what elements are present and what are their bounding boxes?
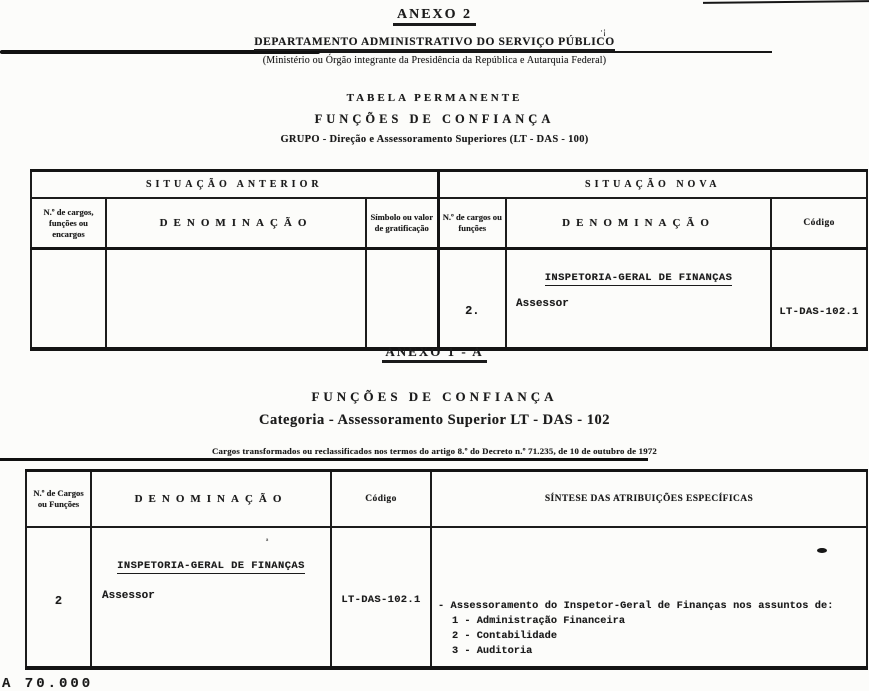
categoria-line: Categoria - Assessoramento Superior LT - DAS - 102 [259, 412, 610, 428]
grupo-line [0, 134, 869, 145]
col-header-num-cargos-nova: N.º de cargos ou funções [438, 198, 506, 249]
scan-artifact-speck: ª [266, 537, 269, 546]
sintese-intro: - Assessoramento do Inspetor-Geral de Finanças nos assuntos de: [438, 600, 834, 612]
situacao-anterior-header: SITUAÇÃO ANTERIOR [31, 171, 438, 199]
col-header-simbolo: Símbolo ou valor de gratificação [366, 198, 438, 249]
cell-anterior-denominacao-empty [106, 249, 366, 350]
scan-artifact-line [703, 0, 869, 4]
denominacao-value: Assessor [516, 298, 569, 310]
grupo-line-text: GRUPO - Direção e Assessoramento Superiores (LT - DAS - 100) [280, 134, 589, 145]
orgao-title-text: INSPETORIA-GERAL DE FINANÇAS [544, 272, 733, 284]
cell-nova-num-cargos [438, 249, 506, 350]
table1-data-row [31, 249, 867, 350]
sintese-item-1: 1 - Administração Financeira [452, 615, 626, 627]
scan-artifact-smudge: ·¡ [600, 26, 606, 36]
department-subtitle: (Ministério ou Órgão integrante da Presidência da República e Autarquia Federal) [262, 55, 607, 66]
funcoes-de-confianca-heading-2: FUNÇÕES DE CONFIANÇA [311, 389, 558, 404]
col-header-num-cargos-anterior: N.º de cargos, funções ou encargos [31, 198, 106, 249]
department-title [0, 36, 869, 48]
anexo-1a-title [0, 344, 869, 360]
orgao-title-2 [92, 560, 330, 572]
cell-anterior-simbolo-empty [366, 249, 438, 350]
codigo-value: LT-DAS-102.1 [779, 306, 859, 318]
table1-band-row [31, 171, 867, 199]
denominacao-value-2: Assessor [102, 590, 155, 602]
tabela-permanente-table [30, 169, 868, 351]
col-header-denominacao-anterior: DENOMINAÇÃO [106, 198, 366, 249]
orgao-title [507, 272, 770, 284]
sintese-item-3: 3 - Auditoria [452, 645, 533, 657]
num-cargos-value-2: 2 [54, 594, 63, 608]
bottom-edge-text-fragment: A 70.000 [2, 676, 94, 691]
cell-anterior-num-empty [31, 249, 106, 350]
cell-denominacao [91, 527, 331, 668]
categoria-table [25, 469, 868, 670]
cell-num-cargos [26, 527, 91, 668]
col-header-denominacao: DENOMINAÇÃO [91, 471, 331, 528]
table2-header-row [26, 471, 867, 528]
horizontal-rule-note [0, 458, 648, 461]
table2-data-row [26, 527, 867, 668]
cell-nova-denominacao [506, 249, 771, 350]
anexo-2-title-text: ANEXO 2 [393, 7, 476, 26]
cell-nova-codigo [771, 249, 867, 350]
num-cargos-value: 2. [465, 304, 480, 318]
col-header-codigo-2: Código [331, 471, 431, 528]
sintese-item-2: 2 - Contabilidade [452, 630, 558, 642]
codigo-value-2: LT-DAS-102.1 [341, 594, 421, 606]
cell-sintese [431, 527, 867, 668]
department-title-text: DEPARTAMENTO ADMINISTRATIVO DO SERVIÇO PÚBLICO [254, 36, 615, 51]
funcoes-de-confianca-heading-1: FUNÇÕES DE CONFIANÇA [314, 112, 555, 126]
decree-note-line: Cargos transformados ou reclassificados nos termos do artigo 8.º do Decreto n.º 71.235, de 10 de outubro de 1972 [211, 446, 658, 456]
col-header-codigo: Código [771, 198, 867, 249]
col-header-denominacao-nova: DENOMINAÇÃO [506, 198, 771, 249]
anexo-1a-title-text: ANEXO 1 - A [382, 344, 486, 363]
anexo-2-title [0, 7, 869, 23]
cell-codigo [331, 527, 431, 668]
situacao-nova-header: SITUAÇÃO NOVA [438, 171, 867, 199]
col-header-num-cargos: N.º de Cargos ou Funções [26, 471, 91, 528]
col-header-sintese: SÍNTESE DAS ATRIBUIÇÕES ESPECÍFICAS [431, 471, 867, 528]
tabela-permanente-heading: TABELA PERMANENTE [346, 92, 523, 104]
orgao-title-2-text: INSPETORIA-GERAL DE FINANÇAS [117, 560, 305, 572]
table1-subheader-row [31, 198, 867, 249]
